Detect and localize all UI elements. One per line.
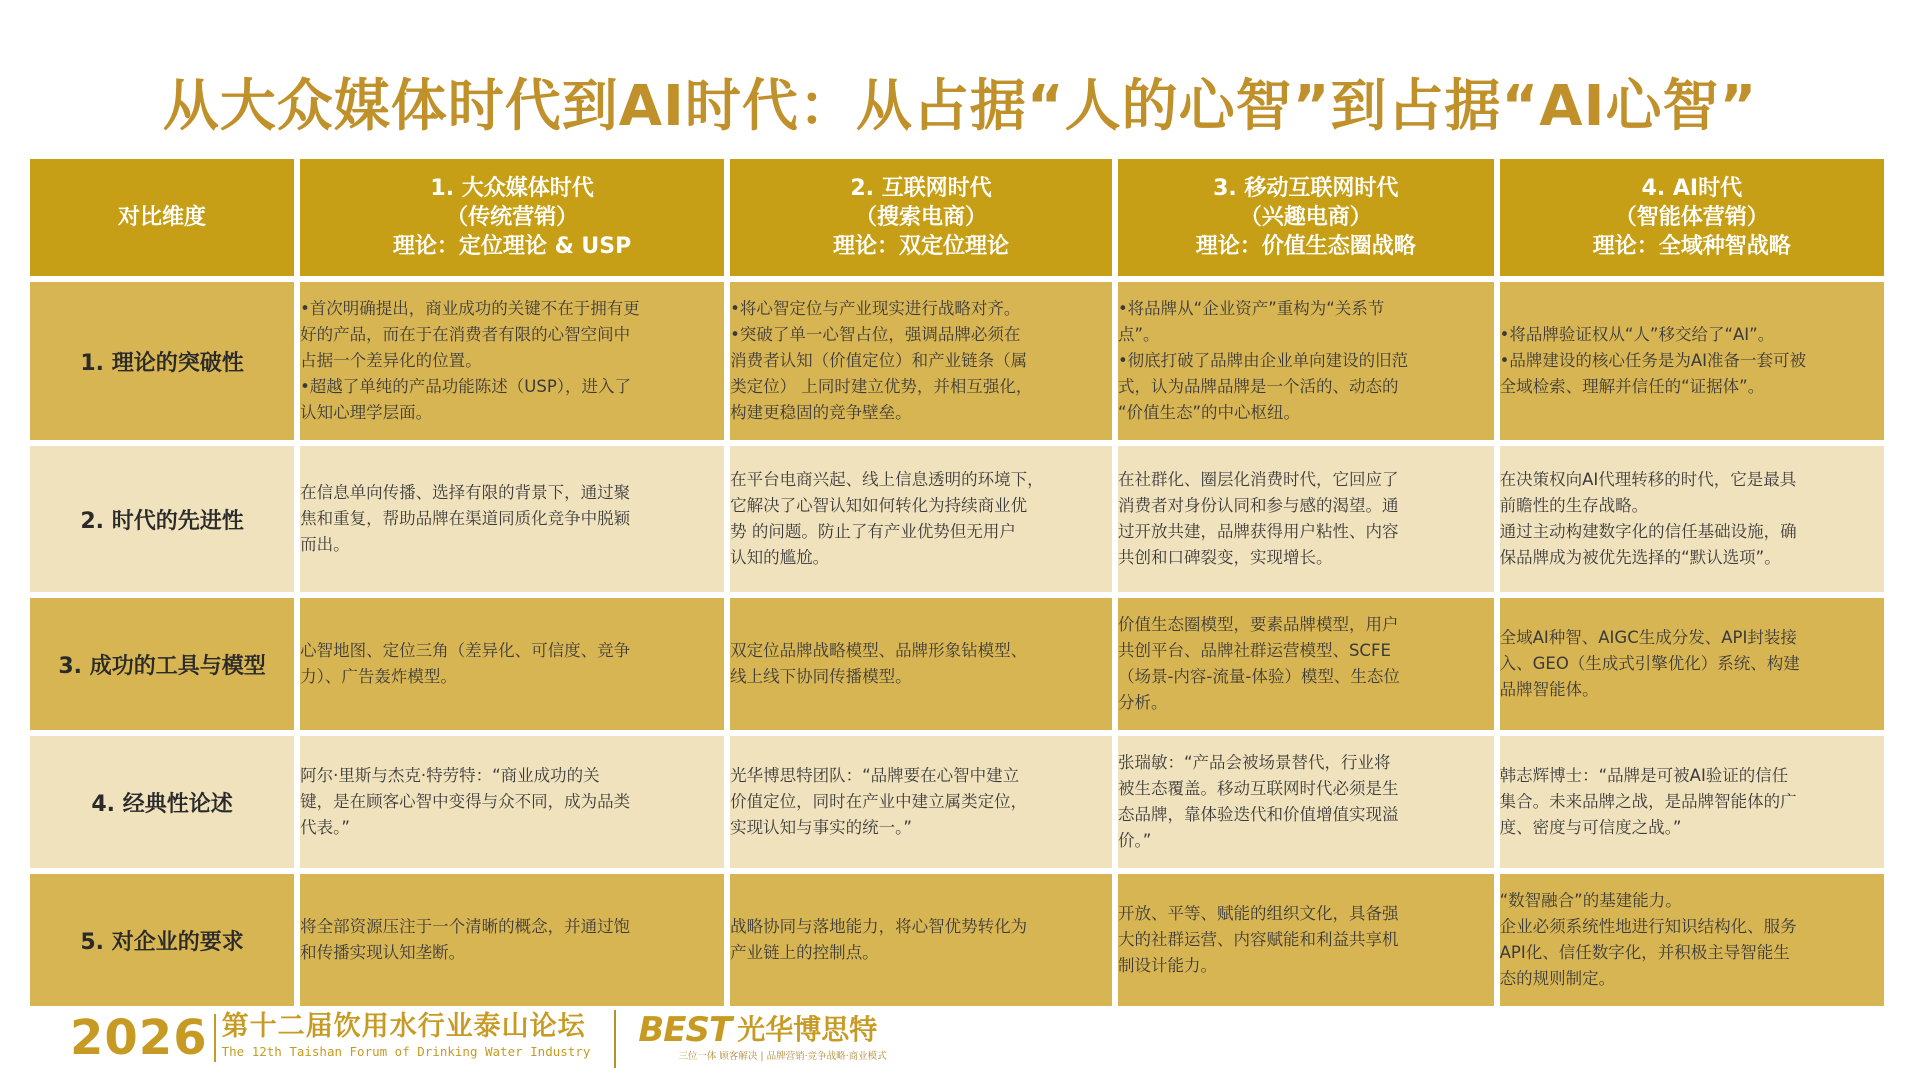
header-col-3 [1118, 159, 1494, 276]
brand-logo-mark: BEST [638, 1010, 732, 1050]
table-cell: 在社群化、圈层化消费时代，它回应了 消费者对身份认同和参与感的渴望。通 过开放共建，品牌获得用户粘性、内容 共创和口碑裂变，实现增长。 [1118, 446, 1494, 592]
forum-logo [222, 1010, 591, 1060]
table-cell: •将心智定位与产业现实进行战略对齐。 •突破了单一心智占位，强调品牌必须在 消费者认知（价值定位）和产业链条（属 类定位） 上同时建立优势，并相互强化， 构建更稳固的竞争壁垒。 [730, 282, 1112, 440]
header-col-2-era: 2. 互联网时代 [850, 176, 992, 201]
table-cell: 阿尔·里斯与杰克·特劳特：“商业成功的关 键，是在顾客心智中变得与众不同，成为品类 代表。” [300, 736, 724, 868]
table-cell: 韩志辉博士：“品牌是可被AI验证的信任 集合。未来品牌之战，是品牌智能体的广 度、密度与可信度之战。” [1500, 736, 1884, 868]
row-dimension-label: 3. 成功的工具与模型 [30, 598, 294, 730]
table-cell: •将品牌从“企业资产”重构为“关系节 点”。 •彻底打破了品牌由企业单向建设的旧范 式，认为品牌品牌是一个活的、动态的 “价值生态”的中心枢纽。 [1118, 282, 1494, 440]
table-cell: “数智融合”的基建能力。 企业必须系统性地进行知识结构化、服务 API化、信任数字化，并积极主导智能生 态的规则制定。 [1500, 874, 1884, 1006]
header-col-2-theory: 理论：双定位理论 [833, 234, 1010, 259]
footer-divider [214, 1014, 216, 1062]
table-header-row [30, 159, 1884, 276]
forum-name-cn: 第十二届饮用水行业泰山论坛 [221, 1011, 586, 1042]
header-col-3-type: （兴趣电商） [1239, 205, 1372, 230]
table-cell: 心智地图、定位三角（差异化、可信度、竞争 力）、广告轰炸模型。 [300, 598, 724, 730]
table-cell: 战略协同与落地能力，将心智优势转化为 产业链上的控制点。 [730, 874, 1112, 1006]
table-cell: 在信息单向传播、选择有限的背景下，通过聚 焦和重复，帮助品牌在渠道同质化竞争中脱颖 而出。 [300, 446, 724, 592]
header-col-1-type: （传统营销） [446, 205, 579, 230]
table-cell: 双定位品牌战略模型、品牌形象钻模型、 线上线下协同传播模型。 [730, 598, 1112, 730]
table-row-enterprise-requirements [30, 874, 1884, 1006]
brand-name: 光华博思特 [737, 1013, 878, 1046]
header-col-1-era: 1. 大众媒体时代 [430, 176, 594, 201]
forum-name-en: The 12th Taishan Forum of Drinking Water Industry [221, 1044, 591, 1059]
header-col-1-theory: 理论：定位理论 & USP [392, 234, 632, 259]
table-cell: 价值生态圈模型，要素品牌模型，用户 共创平台、品牌社群运营模型、SCFE （场景-内容-流量-体验）模型、生态位 分析。 [1118, 598, 1494, 730]
table-cell: •将品牌验证权从“人”移交给了“AI”。 •品牌建设的核心任务是为AI准备一套可被 全域检索、理解并信任的“证据体”。 [1500, 282, 1884, 440]
forum-year: 2026 [70, 1010, 208, 1066]
comparison-table [24, 153, 1890, 1012]
table-row-era-advancement [30, 446, 1884, 592]
header-col-4-era: 4. AI时代 [1641, 176, 1743, 201]
row-dimension-label: 5. 对企业的要求 [30, 874, 294, 1006]
header-col-4-type: （智能体营销） [1614, 205, 1769, 230]
table-cell: 开放、平等、赋能的组织文化，具备强 大的社群运营、内容赋能和利益共享机 制设计能力。 [1118, 874, 1494, 1006]
header-col-3-era: 3. 移动互联网时代 [1213, 176, 1399, 201]
table-row-theory-breakthrough [30, 282, 1884, 440]
table-cell: 在平台电商兴起、线上信息透明的环境下， 它解决了心智认知如何转化为持续商业优 势 的问题。防止了有产业优势但无用户 认知的尴尬。 [730, 446, 1112, 592]
brand-tagline: 三位一体 顾客解决 | 品牌营销·竞争战略·商业模式 [678, 1051, 887, 1062]
page-title: 从大众媒体时代到AI时代：从占据“人的心智”到占据“AI心智” [162, 74, 1758, 139]
row-dimension-label: 1. 理论的突破性 [30, 282, 294, 440]
table-cell: 光华博思特团队：“品牌要在心智中建立 价值定位，同时在产业中建立属类定位， 实现认知与事实的统一。” [730, 736, 1112, 868]
row-dimension-label: 4. 经典性论述 [30, 736, 294, 868]
header-col-2 [730, 159, 1112, 276]
header-col-1 [300, 159, 724, 276]
table-cell: 全域AI种智、AIGC生成分发、API封装接 入、GEO（生成式引擎优化）系统、构建 品牌智能体。 [1500, 598, 1884, 730]
header-col-4 [1500, 159, 1884, 276]
header-col-2-type: （搜索电商） [855, 205, 988, 230]
table-cell: 将全部资源压注于一个清晰的概念，并通过饱 和传播实现认知垄断。 [300, 874, 724, 1006]
table-cell: 张瑞敏：“产品会被场景替代，行业将 被生态覆盖。移动互联网时代必须是生 态品牌，靠体验迭代和价值增值实现溢 价。” [1118, 736, 1494, 868]
footer [70, 1010, 887, 1070]
table-cell: 在决策权向AI代理转移的时代，它是最具 前瞻性的生存战略。 通过主动构建数字化的信任基础设施，确 保品牌成为被优先选择的“默认选项”。 [1500, 446, 1884, 592]
footer-divider [614, 1010, 616, 1068]
header-col-4-theory: 理论：全域种智战略 [1592, 234, 1791, 259]
row-dimension-label: 2. 时代的先进性 [30, 446, 294, 592]
header-dimension: 对比维度 [30, 159, 294, 276]
table-row-classic-statements [30, 736, 1884, 868]
table-cell: •首次明确提出，商业成功的关键不在于拥有更 好的产品，而在于在消费者有限的心智空间中 占据一个差异化的位置。 •超越了单纯的产品功能陈述（USP），进入了 认知心理学层面。 [300, 282, 724, 440]
table-row-tools-models [30, 598, 1884, 730]
brand-logo [638, 1010, 886, 1064]
header-col-3-theory: 理论：价值生态圈战略 [1195, 234, 1416, 259]
